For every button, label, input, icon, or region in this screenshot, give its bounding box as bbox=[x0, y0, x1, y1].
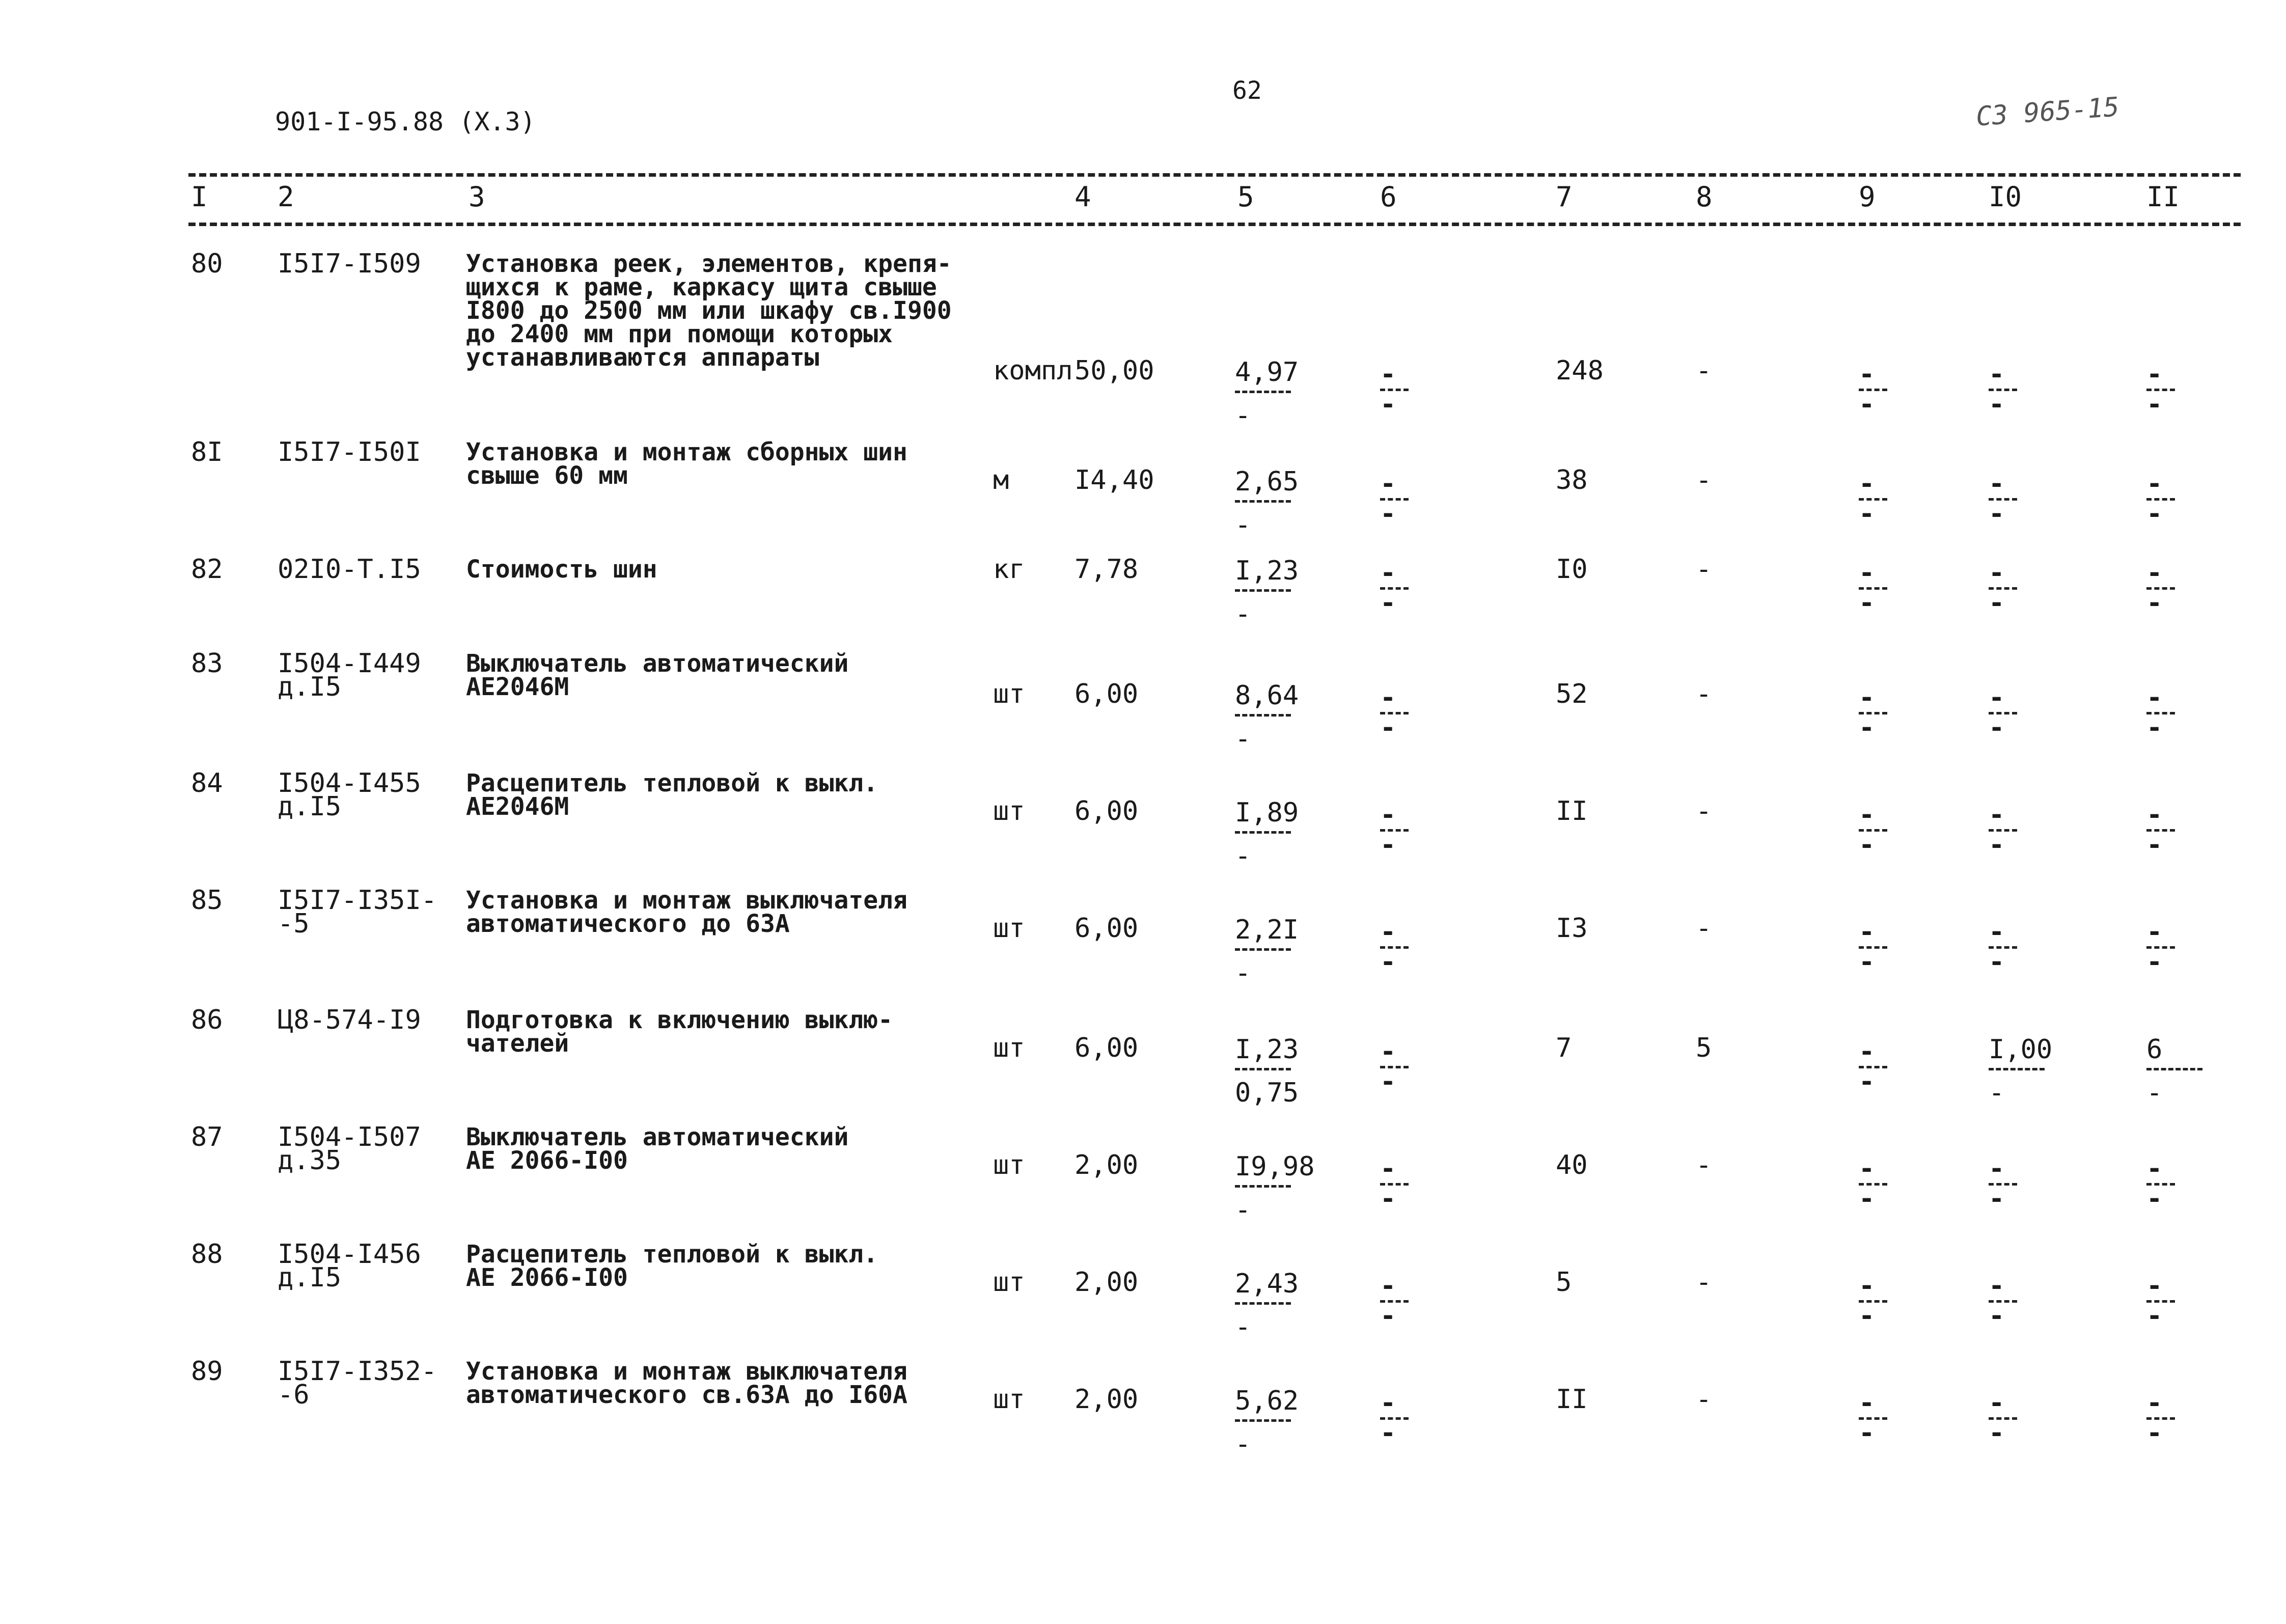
work-description: Расцепитель тепловой к выкл. bbox=[466, 769, 878, 797]
work-description: щихся к раме, каркасу щита свыше bbox=[466, 273, 937, 301]
wage-cost-value: - bbox=[1235, 1312, 1251, 1342]
quantity: I4,40 bbox=[1075, 465, 1154, 496]
column-11-value-top: - bbox=[2146, 800, 2163, 830]
table-row bbox=[0, 648, 2286, 769]
header-rule-top bbox=[188, 173, 2241, 177]
quantity: 2,00 bbox=[1075, 1267, 1139, 1298]
column-6-value-bottom: - bbox=[1380, 389, 1396, 420]
column-9-value-bottom: - bbox=[1859, 499, 1875, 529]
column-10-value-top: - bbox=[1989, 800, 2005, 830]
archive-stamp: СЗ 965-15 bbox=[1975, 92, 2120, 132]
column-9-value bbox=[1859, 1388, 1889, 1448]
unit-of-measure: шт bbox=[993, 1267, 1025, 1298]
row-number: 88 bbox=[191, 1239, 223, 1270]
column-11-value-top: - bbox=[2146, 1388, 2163, 1418]
rate-code: I5I7-I35I- bbox=[278, 885, 437, 916]
column-6-value bbox=[1380, 917, 1411, 977]
unit-cost-fraction bbox=[1235, 1153, 1315, 1223]
unit-cost-fraction bbox=[1235, 917, 1299, 986]
work-description: до 2400 мм при помощи которых bbox=[466, 320, 893, 348]
column-9-value bbox=[1859, 800, 1889, 860]
work-description: I800 до 2500 мм или шкафу св.I900 bbox=[466, 296, 952, 325]
column-6-value-bottom: - bbox=[1380, 1418, 1396, 1448]
wage-cost-value: - bbox=[1235, 724, 1251, 754]
column-9-value bbox=[1859, 917, 1889, 977]
column-9-value-top: - bbox=[1859, 682, 1875, 713]
column-9-value-bottom: - bbox=[1859, 712, 1875, 743]
fraction-bar bbox=[1235, 500, 1291, 503]
column-11-value-top: - bbox=[2146, 558, 2163, 588]
unit-cost-fraction bbox=[1235, 1386, 1299, 1460]
work-description: устанавливаются аппараты bbox=[466, 343, 819, 372]
unit-cost-fraction bbox=[1235, 682, 1299, 752]
column-6-value-top: - bbox=[1380, 359, 1396, 390]
column-11-value-top: - bbox=[2146, 469, 2163, 499]
column-11-value-bottom: - bbox=[2146, 1078, 2163, 1108]
column-9-value-bottom: - bbox=[1859, 588, 1875, 618]
rate-code: Ц8-574-I9 bbox=[278, 1005, 421, 1035]
wage-cost-value: - bbox=[1235, 510, 1251, 540]
column-10-value-top: - bbox=[1989, 359, 2005, 390]
unit-cost-value: 8,64 bbox=[1235, 680, 1299, 711]
fraction-bar bbox=[2146, 1068, 2202, 1070]
unit-cost-fraction bbox=[1235, 558, 1299, 627]
column-9-value bbox=[1859, 359, 1889, 420]
column-9-value-top: - bbox=[1859, 469, 1875, 499]
column-header-9: 9 bbox=[1859, 181, 1876, 213]
unit-cost-value: I9,98 bbox=[1235, 1151, 1315, 1182]
column-6-value-top: - bbox=[1380, 917, 1396, 947]
column-6-value-bottom: - bbox=[1380, 1066, 1396, 1097]
work-description: чателей bbox=[466, 1029, 569, 1058]
unit-cost-fraction bbox=[1235, 466, 1299, 540]
wage-cost-value: 0,75 bbox=[1235, 1078, 1299, 1108]
column-11-value-bottom: - bbox=[2146, 712, 2163, 743]
column-10-value-top: - bbox=[1989, 1388, 2005, 1418]
column-9-value bbox=[1859, 1036, 1889, 1097]
column-10-value-bottom: - bbox=[1989, 1418, 2005, 1448]
unit-of-measure: шт bbox=[993, 913, 1025, 944]
rate-code: I504-I456 bbox=[278, 1239, 421, 1270]
column-6-value bbox=[1380, 1036, 1411, 1097]
column-11-value bbox=[2146, 1271, 2177, 1331]
unit-of-measure: кг bbox=[993, 554, 1025, 585]
column-9-value-top: - bbox=[1859, 1388, 1875, 1418]
wage-cost-value: - bbox=[1235, 599, 1251, 629]
column-9-value-bottom: - bbox=[1859, 389, 1875, 420]
column-11-value-top: - bbox=[2146, 917, 2163, 947]
column-9-value bbox=[1859, 1153, 1889, 1214]
column-9-value-bottom: - bbox=[1859, 1301, 1875, 1331]
column-10-value-bottom: - bbox=[1989, 947, 2005, 977]
unit-of-measure: шт bbox=[993, 679, 1025, 709]
quantity: 6,00 bbox=[1075, 1033, 1139, 1063]
quantity: 7,78 bbox=[1075, 554, 1139, 585]
work-description: автоматического до 63А bbox=[466, 910, 790, 938]
fraction-bar bbox=[1989, 1068, 2045, 1070]
column-header-7: 7 bbox=[1556, 181, 1573, 213]
table-row bbox=[0, 437, 2286, 558]
column-8-value: - bbox=[1696, 465, 1712, 496]
row-number: 80 bbox=[191, 249, 223, 279]
quantity: 6,00 bbox=[1075, 796, 1139, 827]
column-6-value-top: - bbox=[1380, 1388, 1396, 1418]
fraction-bar bbox=[1235, 948, 1291, 951]
work-description: Установка и монтаж выключателя bbox=[466, 1357, 907, 1386]
column-8-value: - bbox=[1696, 1267, 1712, 1298]
column-9-value-bottom: - bbox=[1859, 947, 1875, 977]
unit-cost-fraction bbox=[1235, 797, 1299, 871]
column-10-value-top: - bbox=[1989, 917, 2005, 947]
column-9-value-bottom: - bbox=[1859, 830, 1875, 860]
unit-cost-value: I,23 bbox=[1235, 556, 1299, 586]
quantity: 2,00 bbox=[1075, 1150, 1139, 1180]
rate-code: I5I7-I509 bbox=[278, 249, 421, 279]
rate-code: д.I5 bbox=[278, 672, 342, 702]
unit-of-measure: шт bbox=[993, 796, 1025, 827]
work-description: АЕ2046М bbox=[466, 792, 569, 821]
unit-of-measure: шт bbox=[993, 1384, 1025, 1415]
column-10-value-top: I,00 bbox=[1989, 1034, 2053, 1065]
column-11-value bbox=[2146, 800, 2177, 860]
unit-cost-value: 2,2I bbox=[1235, 915, 1299, 945]
rate-code: д.35 bbox=[278, 1145, 342, 1176]
column-9-value-top: - bbox=[1859, 1036, 1875, 1067]
column-6-value-top: - bbox=[1380, 1036, 1396, 1067]
column-11-value bbox=[2146, 917, 2177, 977]
column-6-value-bottom: - bbox=[1380, 947, 1396, 977]
column-10-value-top: - bbox=[1989, 469, 2005, 499]
column-11-value-bottom: - bbox=[2146, 947, 2163, 977]
column-9-value bbox=[1859, 558, 1889, 618]
column-8-value: - bbox=[1696, 679, 1712, 709]
column-10-value bbox=[1989, 1036, 2052, 1106]
work-description: Установка и монтаж сборных шин bbox=[466, 438, 907, 466]
rate-code: д.I5 bbox=[278, 1262, 342, 1293]
work-description: автоматического св.63А до I60А bbox=[466, 1381, 907, 1409]
column-10-value bbox=[1989, 917, 2019, 977]
column-10-value-bottom: - bbox=[1989, 389, 2005, 420]
fraction-bar bbox=[1235, 1302, 1291, 1305]
total-cost: 38 bbox=[1556, 465, 1588, 496]
rate-code: -5 bbox=[278, 909, 310, 939]
column-11-value-bottom: - bbox=[2146, 1418, 2163, 1448]
column-9-value-top: - bbox=[1859, 359, 1875, 390]
rate-code: I504-I507 bbox=[278, 1122, 421, 1152]
column-header-10: I0 bbox=[1989, 181, 2022, 213]
wage-cost-value: - bbox=[1235, 1429, 1251, 1460]
column-header-11: II bbox=[2146, 181, 2180, 213]
fraction-bar bbox=[1235, 589, 1291, 592]
rate-code: 02I0-Т.I5 bbox=[278, 554, 421, 585]
unit-of-measure: м bbox=[993, 465, 1009, 496]
column-header-3: 3 bbox=[469, 181, 485, 213]
unit-of-measure: шт bbox=[993, 1150, 1025, 1180]
column-8-value: - bbox=[1696, 913, 1712, 944]
column-6-value-bottom: - bbox=[1380, 1301, 1396, 1331]
column-10-value bbox=[1989, 1388, 2019, 1448]
column-9-value-bottom: - bbox=[1859, 1183, 1875, 1214]
column-11-value-bottom: - bbox=[2146, 830, 2163, 860]
wage-cost-value: - bbox=[1235, 1195, 1251, 1225]
header-rule-bottom bbox=[188, 223, 2241, 226]
column-8-value: - bbox=[1696, 796, 1712, 827]
column-6-value-top: - bbox=[1380, 469, 1396, 499]
column-6-value-top: - bbox=[1380, 800, 1396, 830]
column-6-value bbox=[1380, 1271, 1411, 1331]
total-cost: I3 bbox=[1556, 913, 1588, 944]
column-11-value-top: - bbox=[2146, 359, 2163, 390]
column-6-value bbox=[1380, 682, 1411, 743]
work-description: Стоимость шин bbox=[466, 555, 657, 584]
column-11-value-bottom: - bbox=[2146, 588, 2163, 618]
column-6-value-top: - bbox=[1380, 558, 1396, 588]
work-description: АЕ2046М bbox=[466, 673, 569, 701]
column-10-value-top: - bbox=[1989, 558, 2005, 588]
column-11-value bbox=[2146, 1036, 2202, 1106]
row-number: 82 bbox=[191, 554, 223, 585]
column-11-value bbox=[2146, 469, 2177, 529]
unit-cost-value: 2,43 bbox=[1235, 1269, 1299, 1299]
column-10-value-top: - bbox=[1989, 1271, 2005, 1301]
column-11-value bbox=[2146, 359, 2177, 420]
total-cost: 7 bbox=[1556, 1033, 1572, 1063]
column-10-value bbox=[1989, 1153, 2019, 1214]
column-11-value-bottom: - bbox=[2146, 1183, 2163, 1214]
table-row bbox=[0, 768, 2286, 889]
unit-cost-value: I,89 bbox=[1235, 797, 1299, 828]
column-10-value bbox=[1989, 359, 2019, 420]
column-header-6: 6 bbox=[1380, 181, 1397, 213]
quantity: 6,00 bbox=[1075, 679, 1139, 709]
column-11-value-top: 6 bbox=[2146, 1034, 2163, 1065]
column-10-value-top: - bbox=[1989, 1153, 2005, 1184]
rate-code: I5I7-I352- bbox=[278, 1356, 437, 1387]
column-9-value bbox=[1859, 682, 1889, 743]
column-11-value-bottom: - bbox=[2146, 499, 2163, 529]
column-10-value-bottom: - bbox=[1989, 1078, 2005, 1108]
column-10-value-bottom: - bbox=[1989, 588, 2005, 618]
column-10-value bbox=[1989, 558, 2019, 618]
rate-code: д.I5 bbox=[278, 791, 342, 822]
page-number: 62 bbox=[1232, 76, 1262, 105]
column-6-value-bottom: - bbox=[1380, 588, 1396, 618]
column-11-value-bottom: - bbox=[2146, 389, 2163, 420]
wage-cost-value: - bbox=[1235, 958, 1251, 988]
fraction-bar bbox=[1235, 831, 1291, 834]
column-header-2: 2 bbox=[278, 181, 294, 213]
rate-code: -6 bbox=[278, 1380, 310, 1410]
column-6-value-bottom: - bbox=[1380, 830, 1396, 860]
work-description: Подготовка к включению выклю- bbox=[466, 1006, 893, 1034]
column-9-value bbox=[1859, 469, 1889, 529]
work-description: АЕ 2066-I00 bbox=[466, 1263, 628, 1292]
column-11-value-top: - bbox=[2146, 1153, 2163, 1184]
column-9-value-top: - bbox=[1859, 800, 1875, 830]
column-8-value: - bbox=[1696, 355, 1712, 386]
column-9-value-top: - bbox=[1859, 1153, 1875, 1184]
column-10-value bbox=[1989, 1271, 2019, 1331]
column-6-value bbox=[1380, 800, 1411, 860]
total-cost: II bbox=[1556, 796, 1588, 827]
column-11-value bbox=[2146, 1388, 2177, 1448]
column-11-value bbox=[2146, 682, 2177, 743]
column-6-value bbox=[1380, 469, 1411, 529]
column-10-value-bottom: - bbox=[1989, 830, 2005, 860]
column-header-5: 5 bbox=[1237, 181, 1254, 213]
column-11-value bbox=[2146, 558, 2177, 618]
column-6-value-top: - bbox=[1380, 1153, 1396, 1184]
table-row bbox=[0, 1356, 2286, 1477]
total-cost: 248 bbox=[1556, 355, 1604, 386]
unit-cost-fraction bbox=[1235, 1271, 1299, 1340]
column-10-value bbox=[1989, 682, 2019, 743]
total-cost: 5 bbox=[1556, 1267, 1572, 1298]
table-row bbox=[0, 885, 2286, 1006]
row-number: 86 bbox=[191, 1005, 223, 1035]
column-header-1: I bbox=[191, 181, 208, 213]
total-cost: I0 bbox=[1556, 554, 1588, 585]
quantity: 2,00 bbox=[1075, 1384, 1139, 1415]
column-6-value bbox=[1380, 558, 1411, 618]
column-6-value bbox=[1380, 1153, 1411, 1214]
column-10-value bbox=[1989, 800, 2019, 860]
unit-of-measure: компл bbox=[993, 355, 1073, 386]
row-number: 84 bbox=[191, 768, 223, 799]
column-10-value-bottom: - bbox=[1989, 499, 2005, 529]
column-9-value-bottom: - bbox=[1859, 1418, 1875, 1448]
work-description: АЕ 2066-I00 bbox=[466, 1146, 628, 1175]
column-6-value bbox=[1380, 1388, 1411, 1448]
document-code: 901-I-95.88 (X.3) bbox=[275, 107, 536, 136]
work-description: Выключатель автоматический bbox=[466, 649, 849, 678]
column-6-value-top: - bbox=[1380, 1271, 1396, 1301]
unit-cost-value: 5,62 bbox=[1235, 1386, 1299, 1416]
column-9-value bbox=[1859, 1271, 1889, 1331]
work-description: Установка и монтаж выключателя bbox=[466, 886, 907, 915]
rate-code: I5I7-I50I bbox=[278, 437, 421, 467]
rate-code: I504-I449 bbox=[278, 648, 421, 679]
row-number: 83 bbox=[191, 648, 223, 679]
column-6-value-top: - bbox=[1380, 682, 1396, 713]
quantity: 50,00 bbox=[1075, 355, 1154, 386]
column-11-value bbox=[2146, 1153, 2177, 1214]
row-number: 85 bbox=[191, 885, 223, 916]
column-header-4: 4 bbox=[1075, 181, 1091, 213]
unit-cost-value: 2,65 bbox=[1235, 466, 1299, 497]
work-description: Расцепитель тепловой к выкл. bbox=[466, 1240, 878, 1269]
column-6-value-bottom: - bbox=[1380, 499, 1396, 529]
column-6-value-bottom: - bbox=[1380, 712, 1396, 743]
work-description: Выключатель автоматический bbox=[466, 1123, 849, 1151]
wage-cost-value: - bbox=[1235, 841, 1251, 871]
table-row bbox=[0, 1239, 2286, 1360]
fraction-bar bbox=[1235, 1419, 1291, 1422]
column-10-value-bottom: - bbox=[1989, 1301, 2005, 1331]
column-11-value-top: - bbox=[2146, 1271, 2163, 1301]
wage-cost-value: - bbox=[1235, 400, 1251, 431]
fraction-bar bbox=[1235, 714, 1291, 717]
table-row bbox=[0, 249, 2286, 431]
unit-cost-value: 4,97 bbox=[1235, 357, 1299, 388]
column-8-value: - bbox=[1696, 1150, 1712, 1180]
unit-of-measure: шт bbox=[993, 1033, 1025, 1063]
table-row bbox=[0, 1005, 2286, 1125]
quantity: 6,00 bbox=[1075, 913, 1139, 944]
fraction-bar bbox=[1235, 1185, 1291, 1188]
column-8-value: 5 bbox=[1696, 1033, 1712, 1063]
column-8-value: - bbox=[1696, 1384, 1712, 1415]
row-number: 8I bbox=[191, 437, 223, 467]
column-header-8: 8 bbox=[1696, 181, 1713, 213]
column-8-value: - bbox=[1696, 554, 1712, 585]
row-number: 89 bbox=[191, 1356, 223, 1387]
column-9-value-top: - bbox=[1859, 1271, 1875, 1301]
column-10-value bbox=[1989, 469, 2019, 529]
row-number: 87 bbox=[191, 1122, 223, 1152]
fraction-bar bbox=[1235, 1068, 1291, 1070]
column-10-value-bottom: - bbox=[1989, 712, 2005, 743]
column-9-value-top: - bbox=[1859, 558, 1875, 588]
column-9-value-top: - bbox=[1859, 917, 1875, 947]
unit-cost-fraction bbox=[1235, 359, 1299, 429]
total-cost: 40 bbox=[1556, 1150, 1588, 1180]
column-10-value-bottom: - bbox=[1989, 1183, 2005, 1214]
column-10-value-top: - bbox=[1989, 682, 2005, 713]
work-description: свыше 60 мм bbox=[466, 461, 628, 490]
unit-cost-fraction bbox=[1235, 1036, 1299, 1106]
column-6-value-bottom: - bbox=[1380, 1183, 1396, 1214]
unit-cost-value: I,23 bbox=[1235, 1034, 1299, 1065]
total-cost: 52 bbox=[1556, 679, 1588, 709]
column-11-value-top: - bbox=[2146, 682, 2163, 713]
total-cost: II bbox=[1556, 1384, 1588, 1415]
column-6-value bbox=[1380, 359, 1411, 420]
column-9-value-bottom: - bbox=[1859, 1066, 1875, 1097]
fraction-bar bbox=[1235, 391, 1291, 393]
work-description: Установка реек, элементов, крепя- bbox=[466, 250, 952, 278]
table-row bbox=[0, 1122, 2286, 1243]
rate-code: I504-I455 bbox=[278, 768, 421, 799]
column-11-value-bottom: - bbox=[2146, 1301, 2163, 1331]
